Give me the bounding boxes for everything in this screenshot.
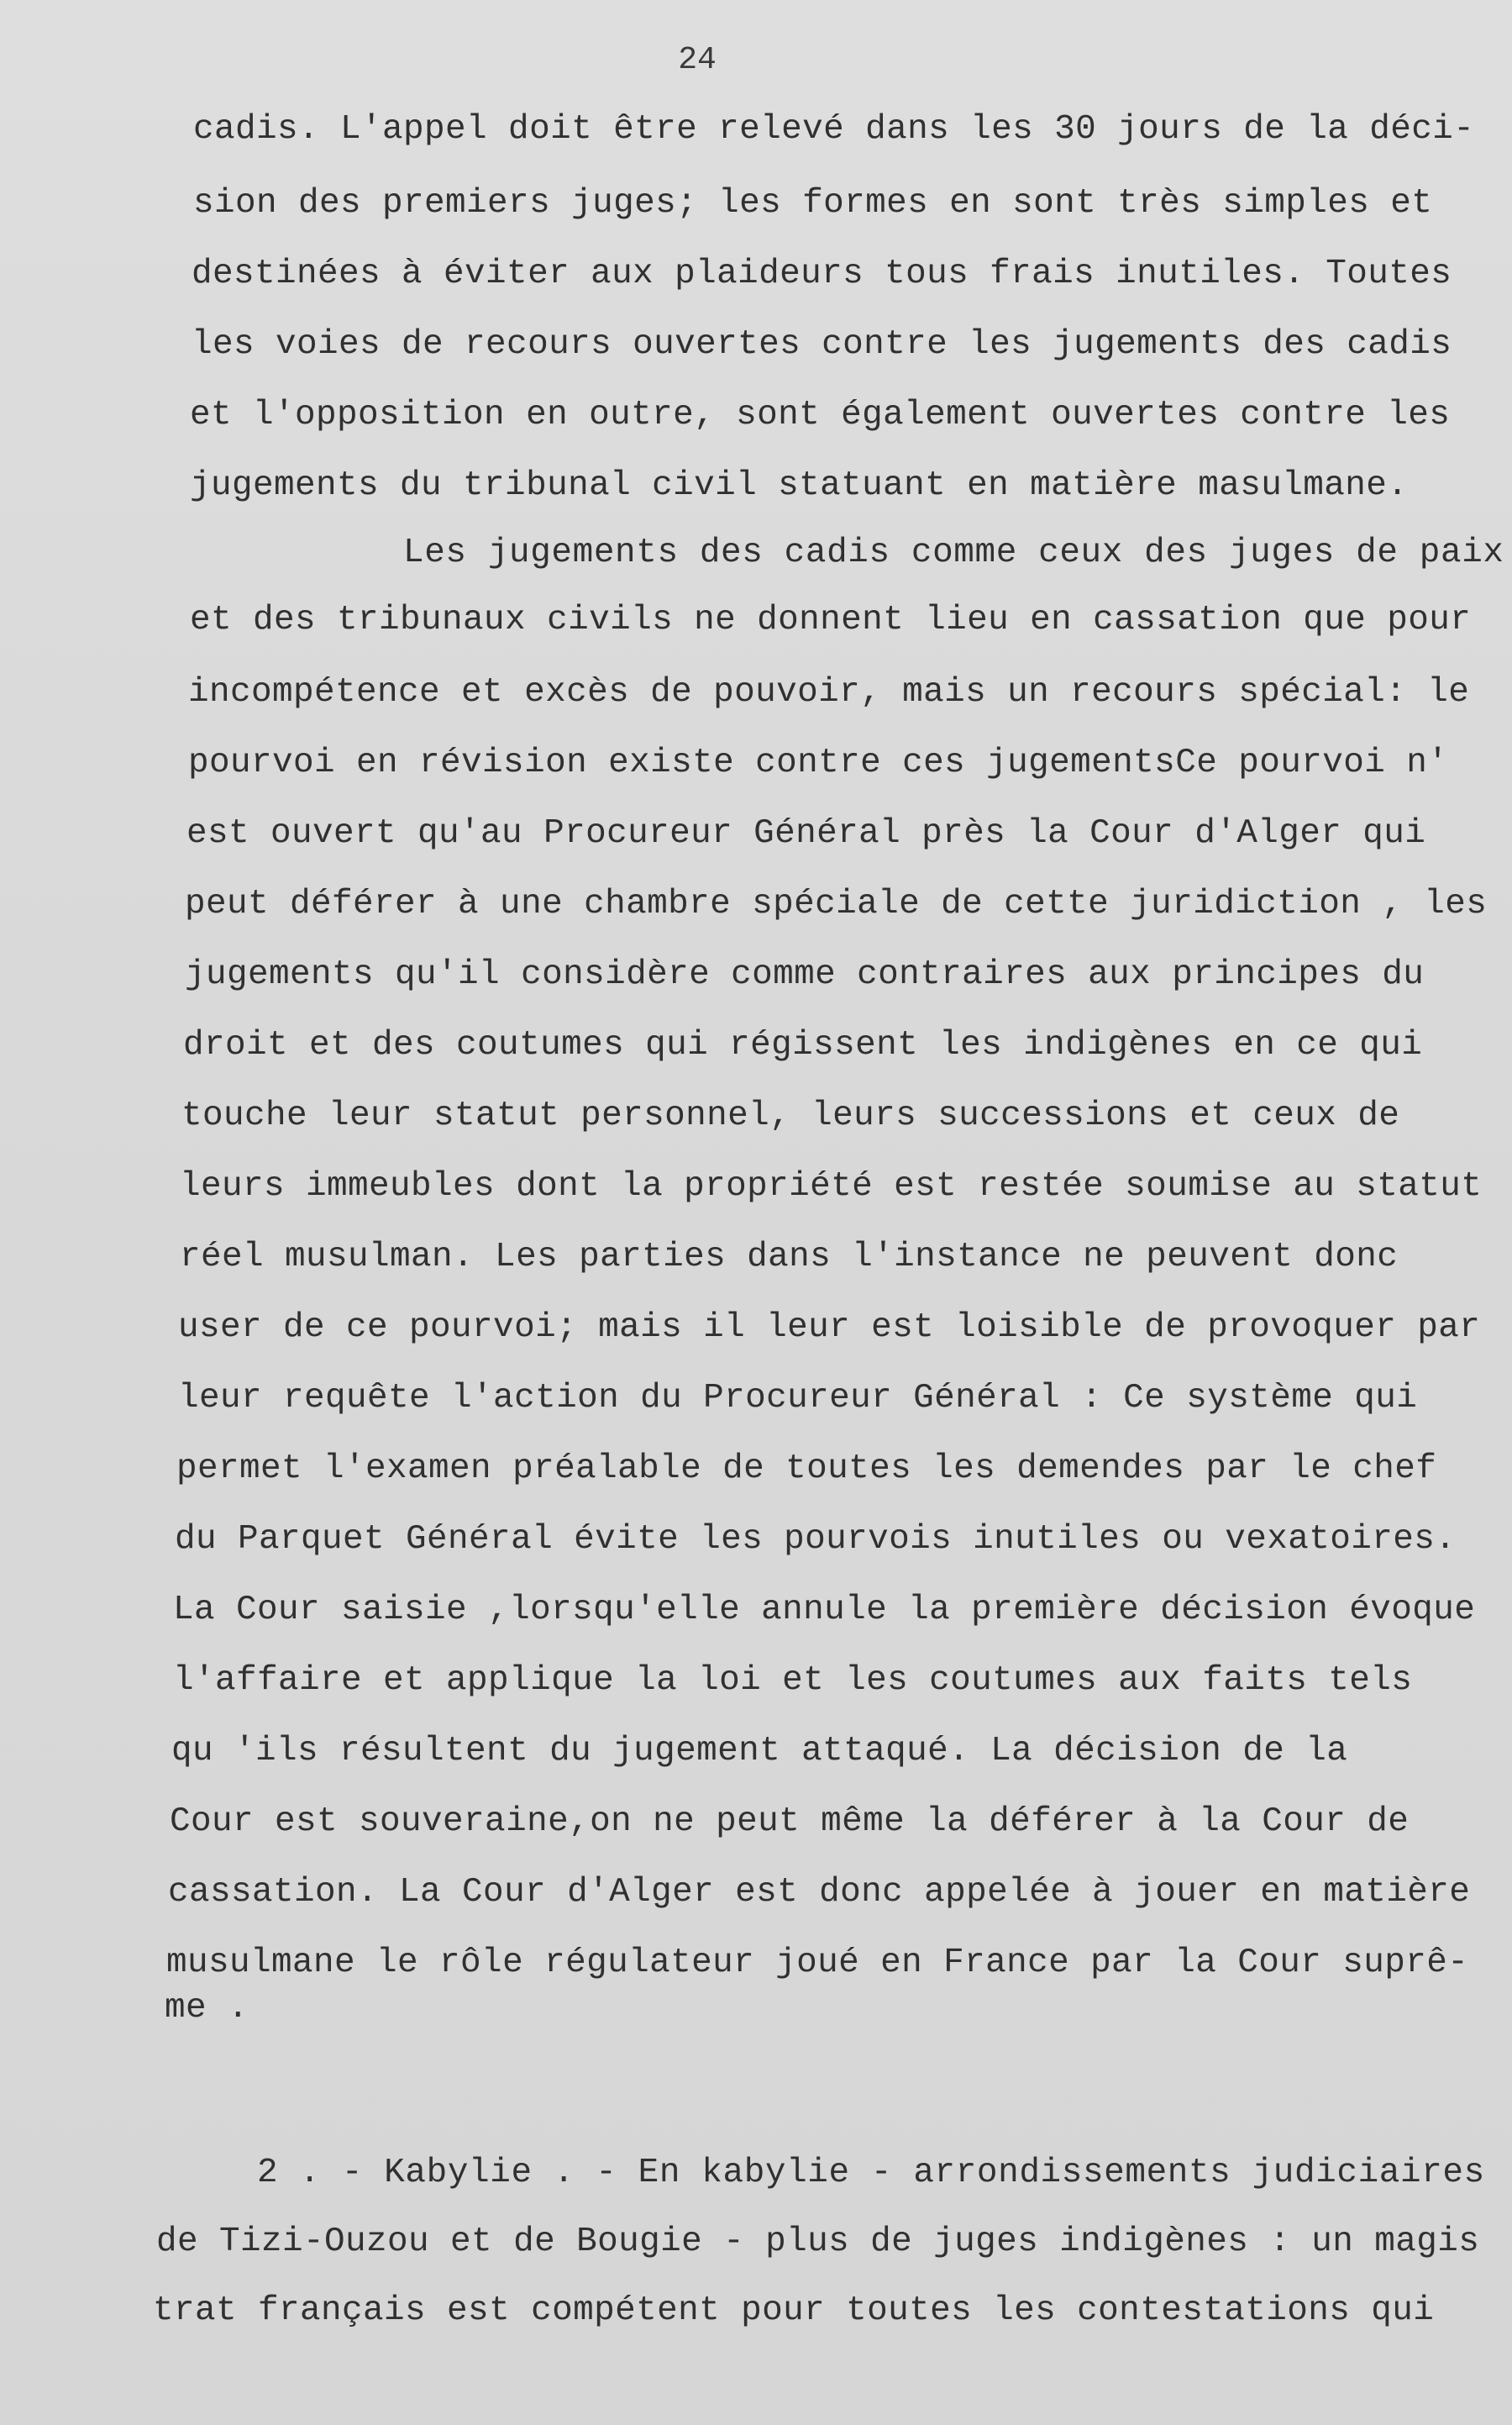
text-line: me .: [165, 1989, 249, 2028]
text-line: leurs immeubles dont la propriété est restée soumise au statut: [180, 1167, 1483, 1206]
text-line: La Cour saisie ,lorsqu'elle annule la première décision évoque: [173, 1591, 1476, 1629]
text-line: musulmane le rôle régulateur joué en France par la Cour suprê-: [166, 1944, 1469, 1982]
text-line: cassation. La Cour d'Alger est donc appelée à jouer en matière: [168, 1873, 1471, 1912]
text-line: droit et des coutumes qui régissent les indigènes en ce qui: [183, 1026, 1423, 1065]
text-line: l'affaire et applique la loi et les coutumes aux faits tels: [173, 1661, 1413, 1700]
text-line: cadis. L'appel doit être relevé dans les 30 jours de la déci-: [193, 110, 1475, 149]
text-line: qu 'ils résultent du jugement attaqué. La décision de la: [171, 1732, 1348, 1770]
text-line: pourvoi en révision existe contre ces jugementsCe pourvoi n': [188, 744, 1449, 782]
page-number: 24: [678, 42, 717, 78]
text-line: de Tizi-Ouzou et de Bougie - plus de juges indigènes : un magis: [156, 2222, 1480, 2261]
text-line: sion des premiers juges; les formes en sont très simples et: [193, 184, 1433, 223]
text-line: trat français est compétent pour toutes les contestations qui: [153, 2291, 1435, 2330]
text-line: user de ce pourvoi; mais il leur est loisible de provoquer par: [178, 1308, 1481, 1347]
text-line: et l'opposition en outre, sont également ouvertes contre les: [190, 396, 1451, 434]
text-line: jugements qu'il considère comme contraires aux principes du: [185, 955, 1425, 994]
text-line: et des tribunaux civils ne donnent lieu en cassation que pour: [190, 601, 1472, 639]
text-line: Cour est souveraine,on ne peut même la déférer à la Cour de: [170, 1802, 1410, 1841]
text-line: incompétence et excès de pouvoir, mais un recours spécial: le: [188, 673, 1470, 712]
text-line: touche leur statut personnel, leurs successions et ceux de: [181, 1097, 1400, 1135]
text-line: peut déférer à une chambre spéciale de cette juridiction , les: [185, 885, 1488, 923]
text-line: du Parquet Général évite les pourvois inutiles ou vexatoires.: [175, 1520, 1457, 1559]
text-line: leur requête l'action du Procureur Général : Ce système qui: [178, 1379, 1418, 1418]
text-line: les voies de recours ouvertes contre les jugements des cadis: [192, 325, 1452, 364]
text-line: Les jugements des cadis comme ceux des juges de paix: [403, 534, 1504, 572]
text-line: permet l'examen préalable de toutes les demendes par le chef: [176, 1449, 1437, 1488]
text-line: réel musulman. Les parties dans l'instance ne peuvent donc: [180, 1238, 1399, 1276]
text-line: jugements du tribunal civil statuant en matière masulmane.: [190, 466, 1409, 505]
text-line: 2 . - Kabylie . - En kabylie - arrondissements judiciaires: [257, 2154, 1485, 2192]
text-line: destinées à éviter aux plaideurs tous frais inutiles. Toutes: [192, 255, 1452, 293]
text-line: est ouvert qu'au Procureur Général près la Cour d'Alger qui: [186, 814, 1426, 853]
